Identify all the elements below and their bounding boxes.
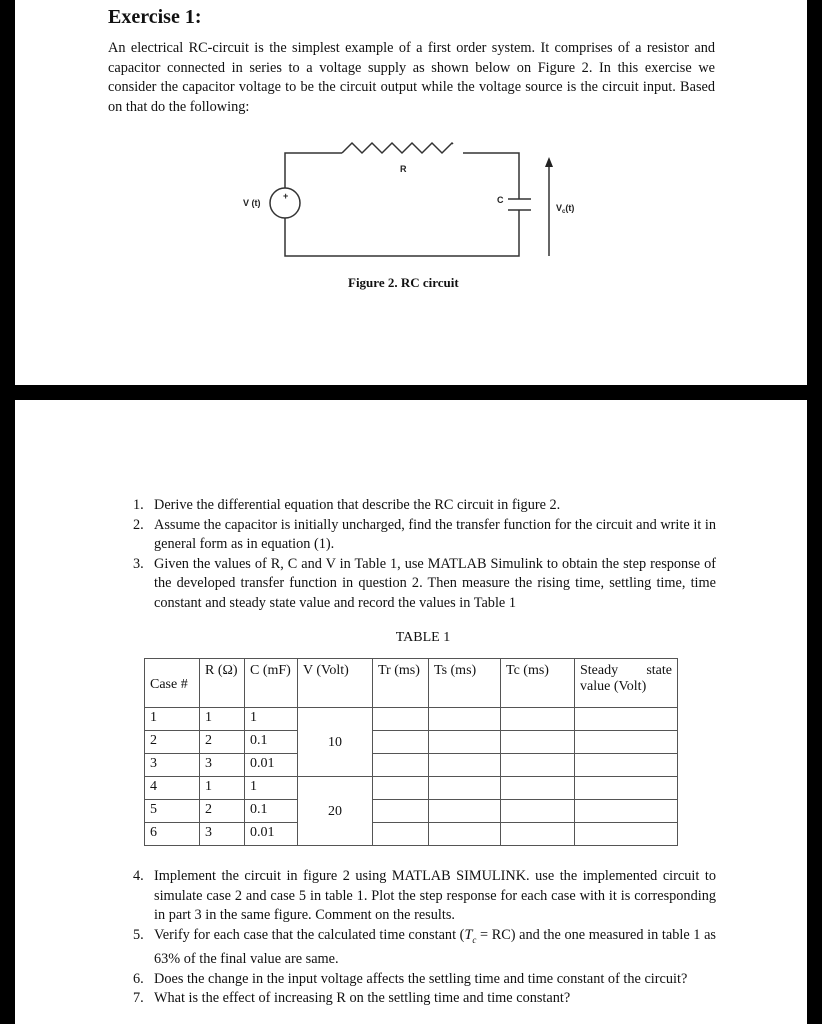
question-item: 1. Derive the differential equation that describe the RC circuit in figure 2. [133, 497, 561, 513]
c-cell: 0.1 [245, 731, 298, 754]
table-row [145, 731, 678, 754]
capacitor-icon [508, 199, 531, 210]
empty-result-cell[interactable] [501, 823, 575, 846]
empty-result-cell[interactable] [575, 731, 678, 754]
output-label: $V_c(t)$ [556, 203, 575, 215]
header-cell: Tc (ms) [501, 659, 575, 708]
empty-result-cell[interactable] [373, 800, 429, 823]
header-cell: C (mF) [245, 659, 298, 708]
table-caption: TABLE 1 [395, 630, 451, 645]
empty-result-cell[interactable] [501, 800, 575, 823]
figure-caption: Figure 2. RC circuit [348, 275, 459, 290]
question-item: 4. Implement the circuit in figure 2 using MATLAB SIMULINK. use the implemented circuit to simulate case 2 and case 5 in table 1. Plot the step response for each case with it is corresponding in part 3 in the same figure. Comment on the results. [133, 868, 716, 924]
c-cell: 0.1 [245, 800, 298, 823]
header-cell: Steady state value (Volt) [575, 659, 678, 708]
question-item: 2. Assume the capacitor is initially uncharged, find the transfer function for the circuit and write it in general form as in equation (1). [133, 516, 716, 553]
table-row [145, 777, 678, 800]
resistor-label: R [400, 164, 407, 174]
table-row [145, 800, 678, 823]
v-cell: 20 [298, 777, 373, 846]
c-cell: 1 [245, 708, 298, 731]
case-cell: 4 [145, 777, 200, 800]
empty-result-cell[interactable] [575, 777, 678, 800]
rc-circuit-diagram [15, 0, 807, 385]
empty-result-cell[interactable] [575, 754, 678, 777]
page-2 [15, 400, 807, 1024]
table-row [145, 823, 678, 846]
case-cell: 1 [145, 708, 200, 731]
c-cell: 1 [245, 777, 298, 800]
r-cell: 2 [200, 800, 245, 823]
r-cell: 3 [200, 754, 245, 777]
empty-result-cell[interactable] [429, 777, 501, 800]
empty-result-cell[interactable] [429, 731, 501, 754]
question-item: 3. Given the values of R, C and V in Table 1, use MATLAB Simulink to obtain the step response of the developed transfer function in question 2. Then measure the rising time, settling time, time constant and steady state value and record the values in Table 1 [133, 555, 716, 611]
empty-result-cell[interactable] [373, 777, 429, 800]
header-cell: Ts (ms) [429, 659, 501, 708]
c-cell: 0.01 [245, 823, 298, 846]
r-cell: 1 [200, 708, 245, 731]
case-cell: 2 [145, 731, 200, 754]
table-row [145, 754, 678, 777]
empty-result-cell[interactable] [429, 754, 501, 777]
empty-result-cell[interactable] [575, 823, 678, 846]
questions-list-b [133, 867, 716, 1009]
header-cell: R (Ω) [200, 659, 245, 708]
empty-result-cell[interactable] [575, 708, 678, 731]
r-cell: 1 [200, 777, 245, 800]
exercise-title: Exercise 1: [108, 6, 202, 28]
case-cell: 6 [145, 823, 200, 846]
empty-result-cell[interactable] [501, 731, 575, 754]
empty-result-cell[interactable] [429, 708, 501, 731]
header-cell: Case # [145, 659, 200, 708]
table-row [145, 708, 678, 731]
c-cell: 0.01 [245, 754, 298, 777]
empty-result-cell[interactable] [373, 823, 429, 846]
page-1 [15, 0, 807, 385]
intro-paragraph: An electrical RC-circuit is the simplest example of a first order system. It comprises of a resistor and capacitor connected in series to a voltage supply as shown below on Figure 2. In this exercise we consider the capacitor voltage to be the circuit output while the voltage source is the circuit input. Based on that do the following: [108, 40, 715, 115]
question-item: 7. What is the effect of increasing R on the settling time and time constant? [133, 990, 571, 1007]
r-cell: 3 [200, 823, 245, 846]
resistor-icon [342, 143, 453, 153]
r-cell: 2 [200, 731, 245, 754]
empty-result-cell[interactable] [373, 731, 429, 754]
results-table [144, 658, 678, 846]
question-item: 5. Verify for each case that the calculated time constant $(T_c = RC)$ and the one measured in table 1 as 63% of the final value are same. [133, 926, 716, 968]
header-cell: V (Volt) [298, 659, 373, 708]
table-header-row [145, 659, 678, 708]
empty-result-cell[interactable] [501, 754, 575, 777]
empty-result-cell[interactable] [575, 800, 678, 823]
v-cell: 10 [298, 708, 373, 777]
empty-result-cell[interactable] [373, 708, 429, 731]
capacitor-label: C [497, 195, 504, 205]
empty-result-cell[interactable] [429, 800, 501, 823]
case-cell: 3 [145, 754, 200, 777]
source-label: V (t) [243, 198, 261, 208]
case-cell: 5 [145, 800, 200, 823]
plus-sign: + [283, 191, 289, 201]
header-cell: Tr (ms) [373, 659, 429, 708]
questions-list-a [133, 496, 716, 614]
empty-result-cell[interactable] [501, 777, 575, 800]
empty-result-cell[interactable] [501, 708, 575, 731]
empty-result-cell[interactable] [373, 754, 429, 777]
question-item: 6. Does the change in the input voltage affects the settling time and time constant of the circuit? [133, 970, 688, 987]
empty-result-cell[interactable] [429, 823, 501, 846]
